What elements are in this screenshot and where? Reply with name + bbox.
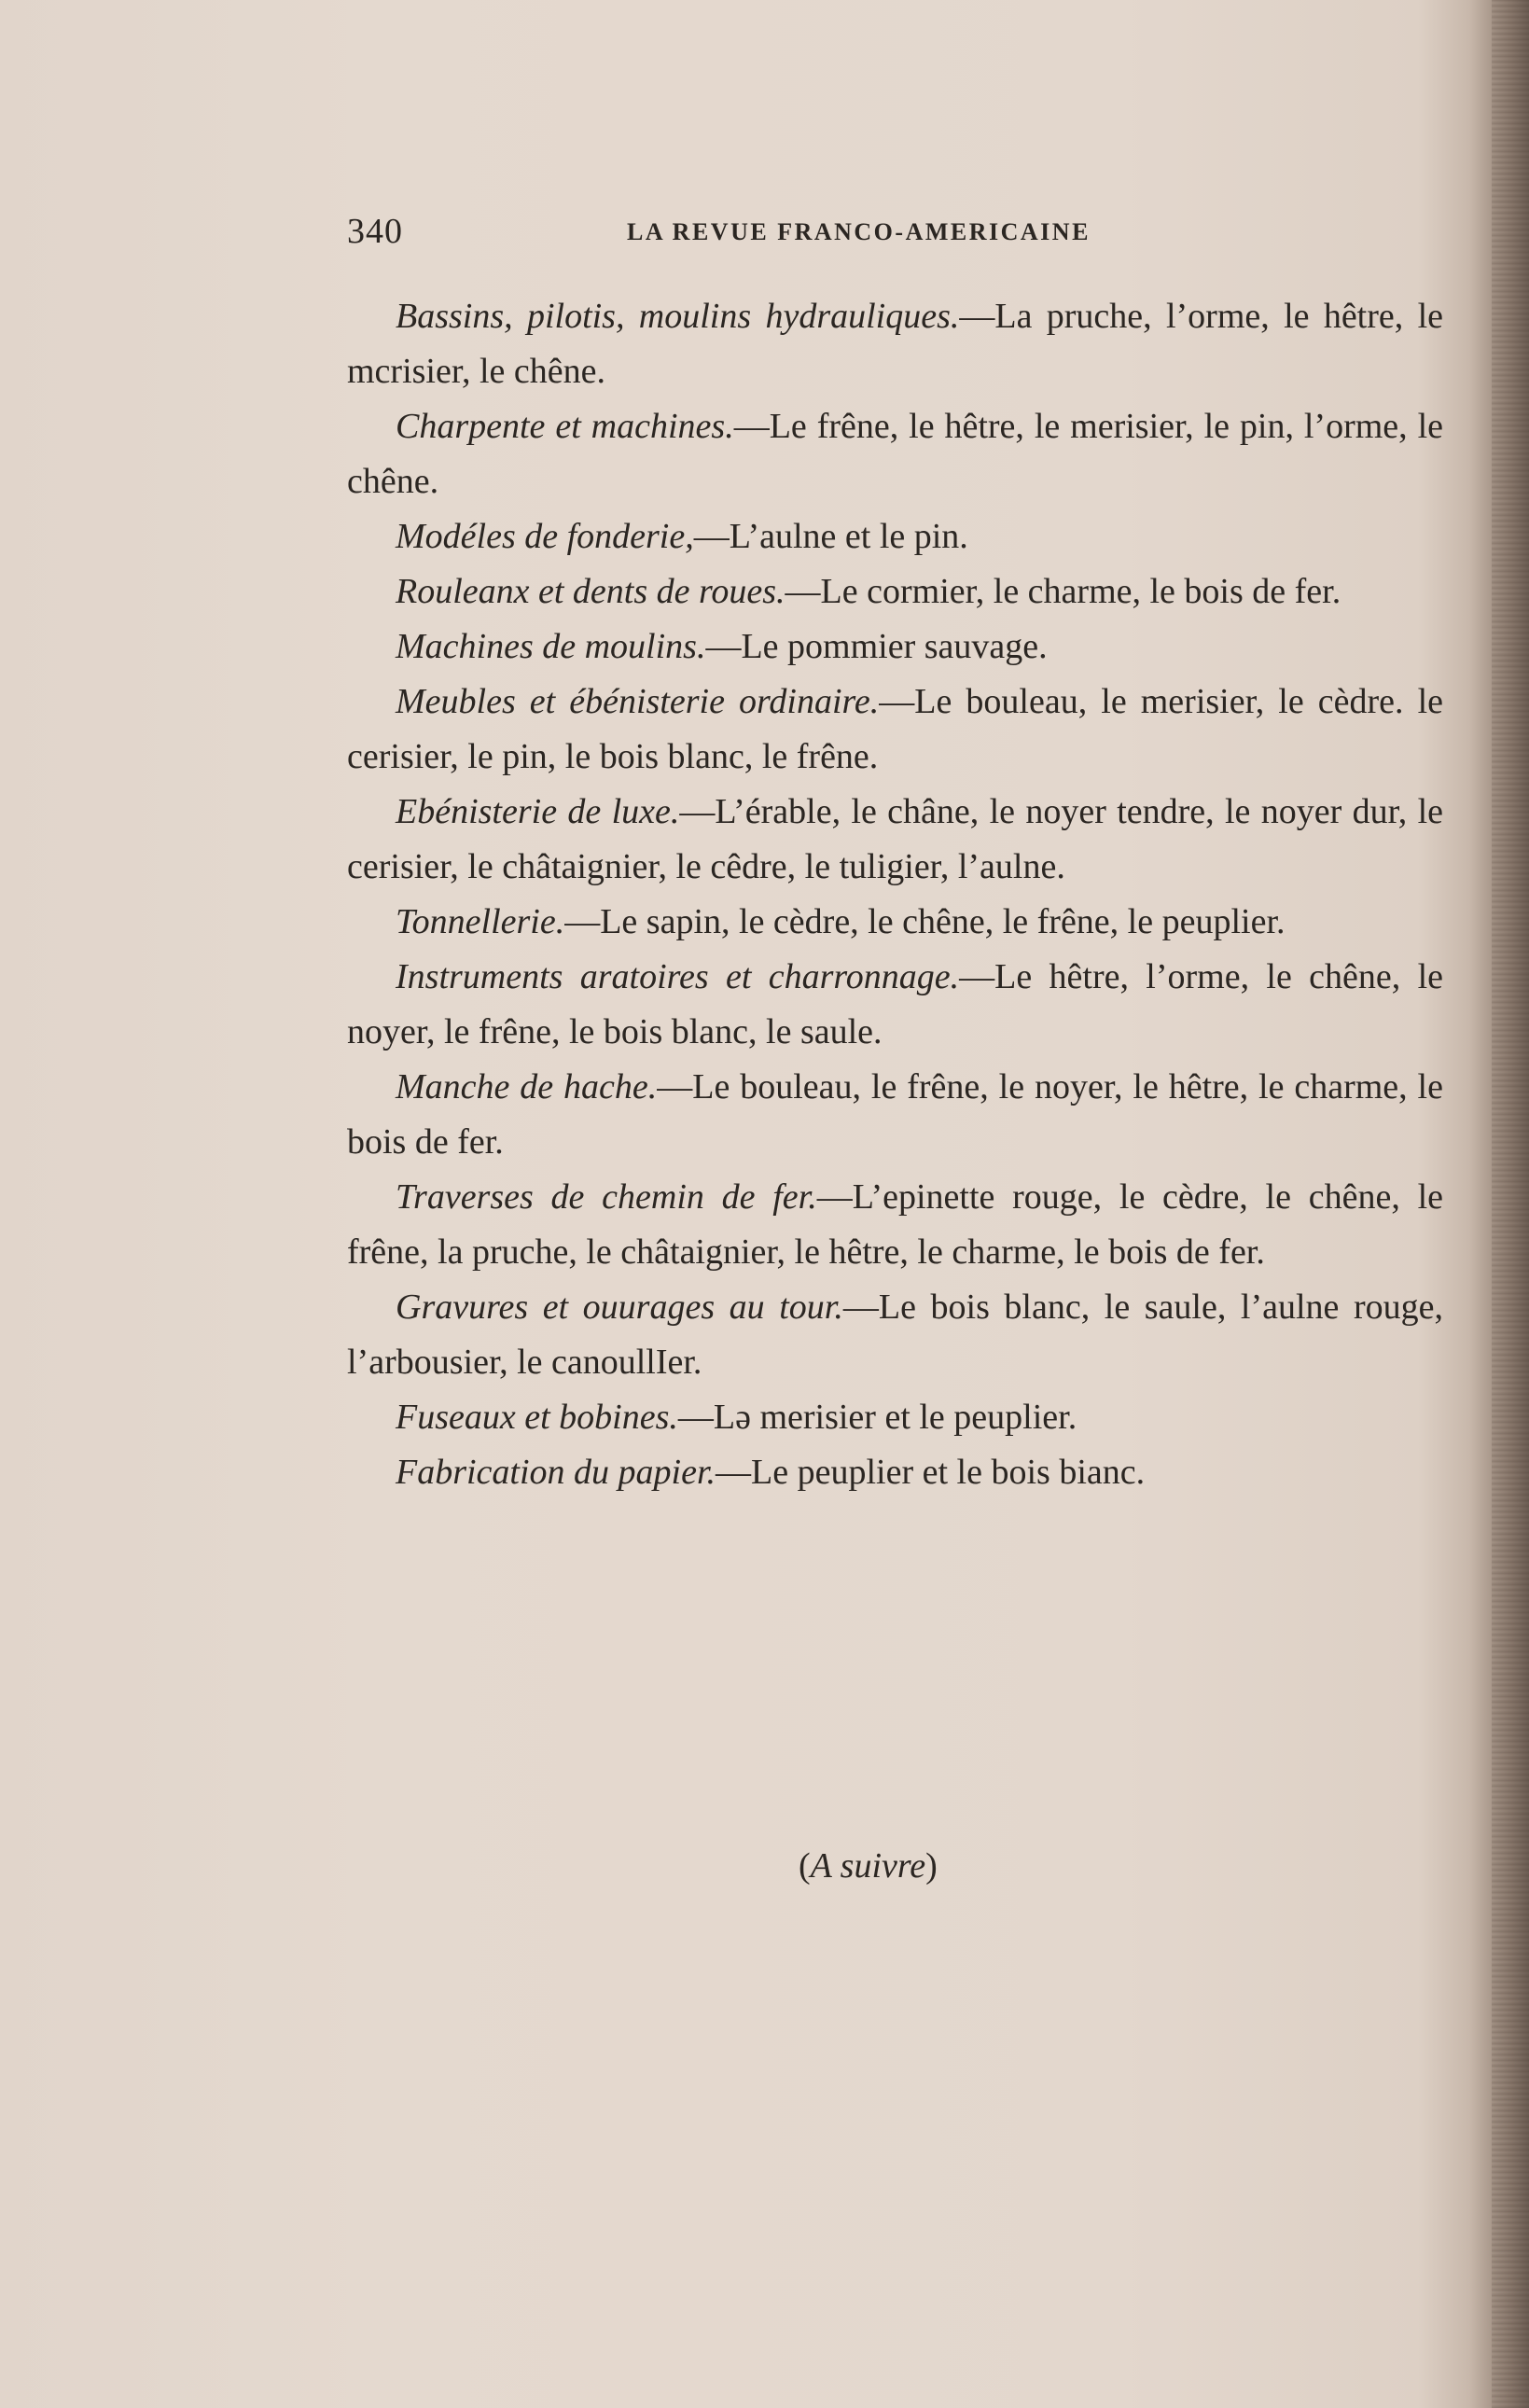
entry [347, 675, 1443, 785]
entry-topic: Manche de hache. [396, 1067, 658, 1107]
entry-topic: Traverses de chemin de fer. [396, 1177, 817, 1217]
entry-text: —Le bouleau, le merisier, le cèdre. le cerisier, le pin, le bois blanc, le frêne. [347, 682, 1443, 776]
entry-topic: Gravures et ouurages au tour. [396, 1288, 843, 1327]
entry-text: —L’epinette rouge, le cèdre, le chêne, le frêne, la pruche, le châtaignier, le hêtre, le charme, le bois de fer. [347, 1177, 1443, 1272]
entry-topic: Charpente et machines. [396, 407, 734, 446]
entry-topic: Instruments aratoires et charronnage. [396, 957, 960, 996]
entry-text: —Le bois blanc, le saule, l’aulne rouge, l’arbousier, le canoullIer. [347, 1288, 1443, 1382]
entry-text: —Le frêne, le hêtre, le merisier, le pin, l’orme, le chêne. [347, 407, 1443, 501]
entry-text: —Le pommier sauvage. [705, 627, 1048, 666]
body-text [347, 289, 1443, 1500]
entry-topic: Fabrication du papier. [396, 1453, 716, 1492]
entry-text: —L’érable, le châne, le noyer tendre, le noyer dur, le cerisier, le châtaignier, le cêdre, le tuligier, l’aulne. [347, 792, 1443, 886]
running-head [347, 211, 1448, 258]
entry [347, 950, 1443, 1060]
entry-topic: Tonnellerie. [396, 902, 565, 941]
entry [347, 1060, 1443, 1170]
entry-text: —Le hêtre, l’orme, le chêne, le noyer, le frêne, le bois blanc, le saule. [347, 957, 1443, 1051]
entry-text: —La pruche, l’orme, le hêtre, le mcrisier, le chêne. [347, 297, 1444, 391]
entry [347, 619, 1443, 675]
entry-topic: Meubles et ébénisterie ordinaire. [396, 682, 880, 721]
entry-topic: Fuseaux et bobines. [396, 1398, 678, 1437]
entry [347, 785, 1443, 895]
entry [347, 1445, 1443, 1500]
entry-text: —Le cormier, le charme, le bois de fer. [785, 572, 1341, 611]
entry-topic: Modéles de fonderie, [396, 517, 694, 556]
entry [347, 509, 1443, 564]
entry [347, 895, 1443, 950]
entry-text: —Le peuplier et le bois bianc. [716, 1453, 1146, 1492]
entry [347, 1170, 1443, 1280]
entry-topic: Ebénisterie de luxe. [396, 792, 680, 831]
entry-topic: Machines de moulins. [396, 627, 706, 666]
close-paren: ) [925, 1846, 938, 1886]
entry-text: —Le bouleau, le frêne, le noyer, le hêtre, le charme, le bois de fer. [347, 1067, 1443, 1162]
journal-title: LA REVUE FRANCO-AMERICAINE [627, 218, 1091, 245]
entry [347, 289, 1443, 399]
entry [347, 564, 1443, 619]
entry [347, 1280, 1443, 1390]
entry-text: —L’aulne et le pin. [693, 517, 968, 556]
entry-text: —Lə merisier et le peuplier. [677, 1398, 1077, 1437]
entry-text: —Le sapin, le cèdre, le chêne, le frêne, le peuplier. [564, 902, 1286, 941]
book-spine-edge [1492, 0, 1529, 2408]
entry [347, 1390, 1443, 1445]
to-be-continued [799, 1845, 938, 1886]
entry-topic: Rouleanx et dents de roues. [396, 572, 785, 611]
entry-topic: Bassins, pilotis, moulins hydrauliques. [396, 297, 960, 336]
page-number: 340 [347, 212, 403, 251]
open-paren: ( [799, 1846, 811, 1886]
entry [347, 399, 1443, 509]
continuation-text: A suivre [810, 1846, 926, 1886]
